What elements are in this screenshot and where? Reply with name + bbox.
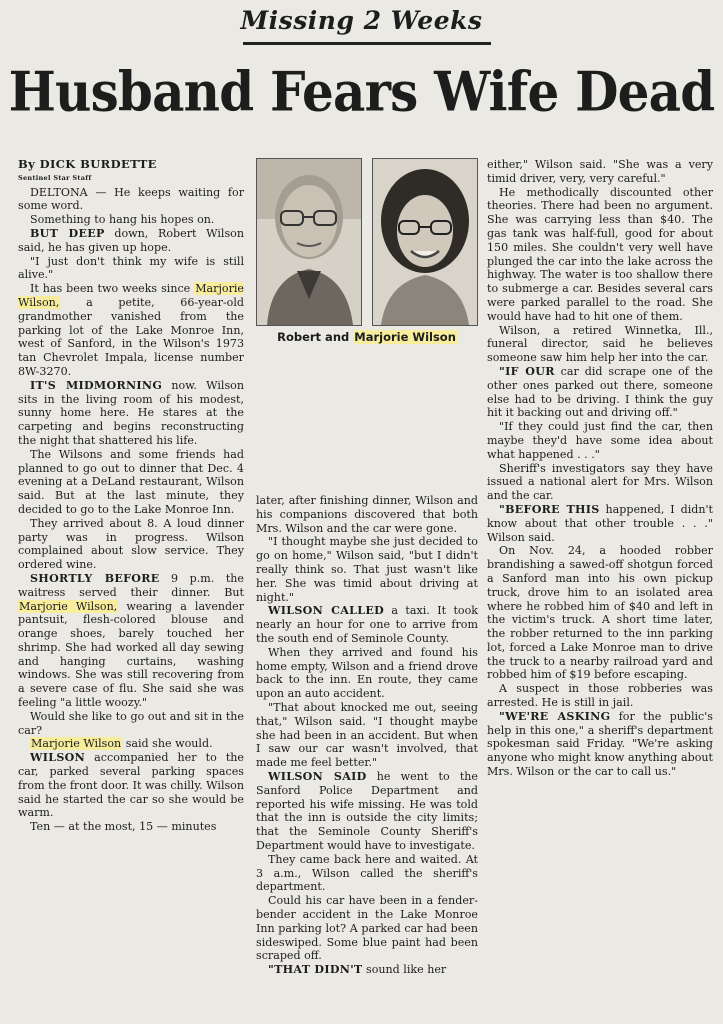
paragraph: A suspect in those robberies was arrested. He is still in jail. [487,682,713,710]
paragraph-lead-in: "THAT DIDN'T [268,963,363,977]
paragraph-text: a petite, 66-year-old grandmother vanished from the parking lot of the Lake Monroe Inn, west of Sanford, in the Wilson's 1973 tan Chevrolet Impala, license number 8W-3270. [18,295,244,378]
woman-portrait-icon [373,159,477,325]
paragraph-text: he went to the Sanford Police Department and reported his wife missing. He was told that the inn is outside the city limits; that the Seminole County Sheriff's Department would have to investigate. [256,769,478,852]
highlighted-name: Marjorie Wilson [354,330,456,344]
paragraph-text: now. Wilson sits in the living room of his modest, sunny home here. He stares at the carpeting and begins reconstructing the night that shattered his life. [18,378,244,447]
paragraph: Sheriff's investigators say they have issued a national alert for Mrs. Wilson and the car. [487,461,713,503]
man-portrait-photo [256,158,362,326]
paragraph-lead-in: WILSON CALLED [268,604,385,618]
woman-portrait-photo [372,158,478,326]
main-headline: Husband Fears Wife Dead [8,59,715,124]
paragraph-text: sound like her [362,963,447,977]
paragraph: He methodically discounted other theories. There had been no argument. She was carrying less than $40. The gas tank was half-full, good for about 150 miles. She couldn't very well have plunged the car into the lake across the highway. The water is too shallow there to submerge a car. Besides several cars were parked parallel to the road. She would have had to hit one of them. [487,185,713,323]
paragraph [18,572,244,710]
paragraph-lead-in: SHORTLY BEFORE [30,571,160,585]
paragraph-lead-in: WILSON [30,751,86,765]
paragraph [487,503,713,544]
paragraph [18,379,244,448]
paragraph: The Wilsons and some friends had planned to go out to dinner that Dec. 4 evening at a DeLand restaurant, Wilson said. But at the last minute, they decided to go to the Lake Monroe Inn. [18,447,244,516]
highlighted-name: Marjorie Wilson [31,737,122,751]
paragraph: They came back here and waited. At 3 a.m., Wilson called the sheriff's department. [256,852,478,894]
paragraph-text: It has been two weeks since [30,282,195,296]
article-column-2 [256,494,478,977]
staff-credit: Sentinel Star Staff [18,173,92,182]
paragraph-lead-in: "IF OUR [499,364,555,378]
paragraph: later, after finishing dinner, Wilson and his companions discovered that both Mrs. Wilson and the car were gone. [256,494,478,535]
paragraph [256,604,478,645]
paragraph: Would she like to go out and sit in the car? [18,709,244,737]
paragraph: Something to hang his hopes on. [30,213,215,227]
paragraph [487,710,713,779]
highlighted-name: Marjorie Wilson, [19,599,118,613]
paragraph: "That about knocked me out, seeing that," Wilson said. "I thought maybe she had been in an accident. But when I saw our car wasn't involved, that made me feel better." [256,700,478,770]
paragraph [256,963,478,977]
paragraph [18,751,244,820]
paragraph: either," Wilson said. "She was a very timid driver, very, very careful." [487,158,713,185]
paragraph-text: accompanied her to the car, parked several parking spaces from the front door. It was chilly. Wilson said he started the car so she would be warm. [18,751,245,820]
paragraph-text: car did scrape one of the other ones parked out there, someone else had to be driving. I think the guy hit it backing out and driving off." [487,364,713,420]
paragraph-lead-in: WILSON SAID [268,769,367,783]
kicker-underline [243,42,491,45]
man-portrait-icon [257,159,361,325]
paragraph-lead-in: IT'S MIDMORNING [30,378,163,392]
caption-text: Robert and [277,330,354,344]
paragraph: "If they could just find the car, then maybe they'd have some idea about what happened . . ." [487,420,713,461]
paragraph: They arrived about 8. A loud dinner party was in progress. Wilson complained about slow service. They ordered wine. [18,516,244,572]
byline: By DICK BURDETTE [18,157,157,171]
article-column-3 [487,158,713,779]
paragraph-text: down, Robert Wilson said, he has given up hope. [18,226,244,254]
paragraph-lead-in: "BEFORE THIS [499,502,600,516]
paragraph [18,282,244,379]
photo-caption [256,330,478,344]
paragraph [18,227,244,255]
paragraph: Ten — at the most, 15 — minutes [30,820,217,834]
paragraph-lead-in: "WE'RE ASKING [499,709,611,723]
paragraph: DELTONA — He keeps waiting for some word. [18,185,244,213]
paragraph: "I thought maybe she just decided to go on home," Wilson said, "but I didn't really think so. That just wasn't like her. She was timid about driving at night." [256,535,478,604]
paragraph [18,737,244,751]
paragraph-text: said she would. [122,737,213,751]
highlighted-name: Marjorie Wilson, [18,282,244,309]
paragraph [487,365,713,420]
paragraph: "I just don't think my wife is still alive." [18,254,244,282]
paragraph: Could his car have been in a fender-bender accident in the Lake Monroe Inn parking lot? A parked car had been sideswiped. Some blue paint had been scraped off. [256,894,478,963]
paragraph-text: for the public's help in this one," a sheriff's department spokesman said Friday. "We're asking anyone who might know anything about Mrs. Wilson or the car to call us." [487,709,713,779]
paragraph: On Nov. 24, a hooded robber brandishing a sawed-off shotgun forced a Sanford man into his own pickup truck, drove him to an isolated area where he robbed him of $40 and left in the victim's truck. A short time later, the robber returned to the inn parking lot, forced a Lake Monroe man to drive the truck to a nearby railroad yard and robbed him of $19 before escaping. [487,544,713,682]
article-column-1 [18,158,244,834]
paragraph: When they arrived and found his home empty, Wilson and a friend drove back to the inn. En route, they came upon an auto accident. [256,645,478,701]
paragraph-text: wearing a lavender pantsuit, flesh-colored blouse and orange shoes, barely touched her shrimp. She had worked all day sewing and hanging curtains, washing windows. She was still recovering from a severe case of flu. She said she was feeling "a little woozy." [18,599,245,710]
paragraph [256,770,478,853]
paragraph-text: a taxi. It took nearly an hour for one to arrive from the south end of Seminole County. [256,604,478,645]
paragraph-text: happened, I didn't know about that other trouble . . ." Wilson said. [487,502,714,544]
paragraph-lead-in: BUT DEEP [30,226,105,240]
paragraph: Wilson, a retired Winnetka, Ill., funeral director, said he believes someone saw him help her into the car. [487,323,713,365]
photo-pair [256,158,478,358]
paragraph-text: 9 p.m. the waitress served their dinner. But [18,571,244,599]
kicker-headline: Missing 2 Weeks [240,6,483,35]
